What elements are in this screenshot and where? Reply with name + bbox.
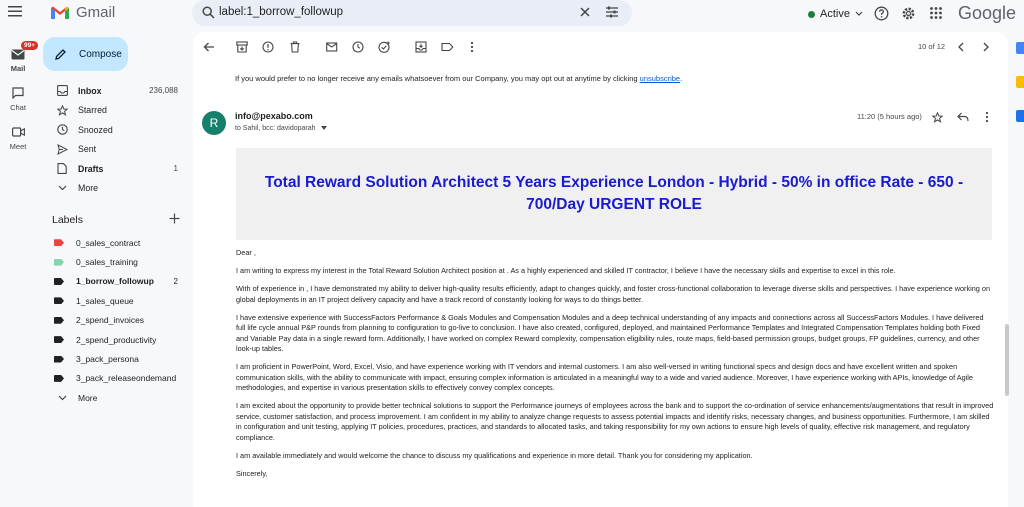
nav-item-drafts[interactable] xyxy=(36,159,192,179)
labels-heading: Labels xyxy=(52,214,83,226)
label-item[interactable] xyxy=(36,252,192,271)
report-spam-icon[interactable] xyxy=(262,41,274,53)
label-tag-icon xyxy=(54,239,64,246)
unread-badge: 99+ xyxy=(21,41,38,50)
status-button[interactable] xyxy=(800,4,871,24)
chat-icon xyxy=(8,85,28,101)
label-icon[interactable] xyxy=(441,41,454,53)
folder-nav xyxy=(36,81,192,198)
optout-text: If you would prefer to no longer receive any emails whatsoever from our Company, you may opt out at anytime by clicking xyxy=(235,74,638,83)
compose-label: Compose xyxy=(79,48,122,60)
label-name: 2_spend_productivity xyxy=(76,334,157,345)
compose-button[interactable] xyxy=(43,37,128,71)
google-account-logo[interactable]: Google xyxy=(958,3,1017,23)
label-name: 1_sales_queue xyxy=(76,295,134,306)
label-item-selected[interactable] xyxy=(36,272,192,291)
label-name: 0_sales_contract xyxy=(76,237,141,248)
nav-item-snoozed[interactable] xyxy=(36,120,192,140)
label-tag-icon xyxy=(54,259,64,266)
previous-chevron-icon[interactable] xyxy=(957,41,965,53)
label-tag-icon xyxy=(54,375,64,382)
message-timestamp: 11:20 (5 hours ago) xyxy=(857,112,922,121)
nav-label: Starred xyxy=(78,105,107,116)
help-icon[interactable] xyxy=(874,6,889,21)
snooze-clock-icon[interactable] xyxy=(352,41,364,53)
nav-count: 1 xyxy=(173,164,178,174)
body-paragraph: Sincerely, xyxy=(236,468,268,478)
sender-avatar[interactable]: R xyxy=(202,111,226,135)
rail-meet-label: Meet xyxy=(9,142,27,151)
send-icon xyxy=(56,143,68,155)
app-name: Gmail xyxy=(76,4,116,21)
email-banner xyxy=(236,148,992,240)
gmail-m-icon xyxy=(50,5,70,20)
nav-label: Snoozed xyxy=(78,124,113,135)
pencil-icon xyxy=(54,48,67,61)
label-tag-icon xyxy=(54,336,64,343)
job-title-heading: Total Reward Solution Architect 5 Years Experience London - Hybrid - 50% in office Rate - 650 - 700/Day URGENT ROLE xyxy=(264,174,964,213)
label-tag-icon xyxy=(54,278,64,285)
settings-gear-icon[interactable] xyxy=(901,6,916,21)
body-paragraph: I am excited about the opportunity to provide better technical solutions to support the Performance journeys of employees across the bank and to support the co-ordination of service enhancements/augmentations that result in improved service, customer satisfaction, and process improvement. I am confident in my ability to analyze change requests to assess potential impacts and identify risks, necessary changes, and business opportunities. Furthermore, I am skilled in configuration and unit testing, applying IT policies, procedures, practices, and standards to allocated tasks, and taking responsibility for my own actions to ensure high levels of quality, effective risk management, and regulatory compliance. xyxy=(236,401,994,442)
move-to-icon[interactable] xyxy=(415,41,427,53)
label-count: 2 xyxy=(173,276,178,286)
label-name: 1_borrow_followup xyxy=(76,276,154,287)
nav-item-more[interactable] xyxy=(36,179,192,199)
search-input[interactable]: label:1_borrow_followup xyxy=(219,6,344,18)
mail-icon xyxy=(8,42,36,62)
label-item[interactable] xyxy=(36,311,192,330)
labels-list xyxy=(36,233,192,408)
pagination-count: 10 of 12 xyxy=(918,42,946,51)
rail-chat[interactable] xyxy=(0,85,36,112)
create-label-plus-icon[interactable] xyxy=(169,213,180,224)
delete-trash-icon[interactable] xyxy=(289,41,301,53)
next-chevron-icon[interactable] xyxy=(982,41,990,53)
body-paragraph: I am available immediately and would welcome the chance to discuss my qualifications and experience in more detail. Thank you for considering my application. xyxy=(236,450,753,460)
nav-label: Drafts xyxy=(78,163,104,174)
message-more-vertical-icon[interactable] xyxy=(984,111,990,123)
recipients-line[interactable] xyxy=(235,125,327,132)
previous-message-footer xyxy=(235,74,682,83)
label-name: 0_sales_training xyxy=(76,257,138,268)
gmail-logo[interactable] xyxy=(50,4,115,21)
search-options-icon[interactable] xyxy=(605,5,619,19)
sender-email[interactable]: info@pexabo.com xyxy=(235,111,313,121)
labels-more[interactable] xyxy=(36,388,192,407)
nav-item-starred[interactable] xyxy=(36,101,192,121)
label-item[interactable] xyxy=(36,330,192,349)
body-paragraph: I have extensive experience with SuccessFactors Performance & Goals Modules and Compensation Modules and a deep technical understanding of any impacts and connections across all SuccessFactors Modules. I have delivered full life cycle annual P&P rounds from planning to configuration to go-live to conclusion. I have also created, configured, deployed, and maintained Performance Templates and Integrated Compensation Templates holding both Fixed and Variable Pay data in a single reward form. Additionally, I have worked on complex Reward complexity, compensation eligibility rules, route maps, field-based permission groups, budget groups, FP guidelines, currency, and other look-up tables. xyxy=(236,312,984,353)
inbox-icon xyxy=(56,85,68,97)
nav-label: Sent xyxy=(78,144,97,155)
message-body xyxy=(236,248,994,487)
status-label: Active xyxy=(820,8,850,20)
video-camera-icon xyxy=(8,124,28,140)
label-item[interactable] xyxy=(36,349,192,368)
label-name: 3_pack_persona xyxy=(76,354,139,365)
label-tag-icon xyxy=(54,317,64,324)
draft-icon xyxy=(56,163,68,175)
nav-count: 236,088 xyxy=(149,86,178,96)
label-name: 3_pack_releaseondemand xyxy=(76,373,177,384)
message-view xyxy=(193,32,1008,507)
nav-item-inbox[interactable] xyxy=(36,81,192,101)
label-tag-icon xyxy=(54,356,64,363)
chevron-down-icon xyxy=(855,11,863,17)
details-caret-icon[interactable] xyxy=(321,126,327,130)
back-arrow-icon[interactable] xyxy=(203,41,215,53)
label-item[interactable] xyxy=(36,291,192,310)
tasks-addon-icon[interactable] xyxy=(1016,110,1024,122)
body-paragraph: With of experience in , I have demonstrated my ability to deliver high-quality results efficiently, adapt to changes quickly, and foster cross-functional collaboration to leverage diverse skills and perspectives. I have experience working on global deployments in an IT project delivery capacity and have a track record of constantly looking for ways to do things better. xyxy=(236,284,990,304)
label-item[interactable] xyxy=(36,369,192,388)
archive-icon[interactable] xyxy=(236,41,248,53)
rail-mail[interactable] xyxy=(0,42,36,73)
chevron-down-icon xyxy=(56,395,68,401)
calendar-addon-icon[interactable] xyxy=(1016,42,1024,54)
reply-icon[interactable] xyxy=(957,112,969,122)
label-item[interactable] xyxy=(36,233,192,252)
main-menu-icon[interactable] xyxy=(8,5,28,21)
status-dot-icon xyxy=(808,11,815,18)
nav-item-sent[interactable] xyxy=(36,140,192,160)
label-tag-icon xyxy=(54,297,64,304)
body-paragraph: I am writing to express my interest in the Total Reward Solution Architect position at . As a highly experienced and skilled IT contractor, I believe I have the necessary skills and expertise to excel in this role. xyxy=(236,266,896,275)
rail-chat-label: Chat xyxy=(10,103,26,112)
nav-label: More xyxy=(78,183,99,194)
body-paragraph: Dear , xyxy=(236,248,256,257)
more-vertical-icon[interactable] xyxy=(469,41,475,53)
side-panel-rail xyxy=(1008,32,1024,507)
labels-more-label: More xyxy=(78,392,98,403)
add-task-icon[interactable] xyxy=(378,41,391,53)
chevron-down-icon xyxy=(56,182,68,194)
rail-mail-label: Mail xyxy=(10,64,26,73)
body-paragraph: I am proficient in PowerPoint, Word, Excel, Visio, and have experience working with IT vendors and internal customers. I am also well-versed in writing functional specs and design docs and have excellent written and spoken communication skills, with the ability to communicate with impact, ensuring complex information is articulated in a meaningful way to a wide and varied audience. Moreover, I have experience working with APIs, knowledge of Agile methodologies, and expertise in various presentation skills to effectively convey complex concepts. xyxy=(236,362,973,392)
star-icon xyxy=(56,104,68,116)
clear-search-icon[interactable] xyxy=(578,5,592,19)
unsubscribe-link[interactable]: unsubscribe xyxy=(639,74,681,83)
optout-end: . xyxy=(680,74,683,83)
top-bar xyxy=(0,0,1024,32)
label-name: 2_spend_invoices xyxy=(76,315,145,326)
rail-meet[interactable] xyxy=(0,124,36,151)
star-outline-icon[interactable] xyxy=(932,112,943,123)
keep-addon-icon[interactable] xyxy=(1016,76,1024,88)
recipients-text: to Sahil, bcc: davidoparah xyxy=(235,125,316,132)
nav-label: Inbox xyxy=(78,85,102,96)
search-bar[interactable] xyxy=(192,0,632,26)
search-icon[interactable] xyxy=(202,6,215,19)
clock-icon xyxy=(56,124,68,136)
apps-grid-icon[interactable] xyxy=(929,6,943,20)
mark-unread-icon[interactable] xyxy=(326,41,339,53)
